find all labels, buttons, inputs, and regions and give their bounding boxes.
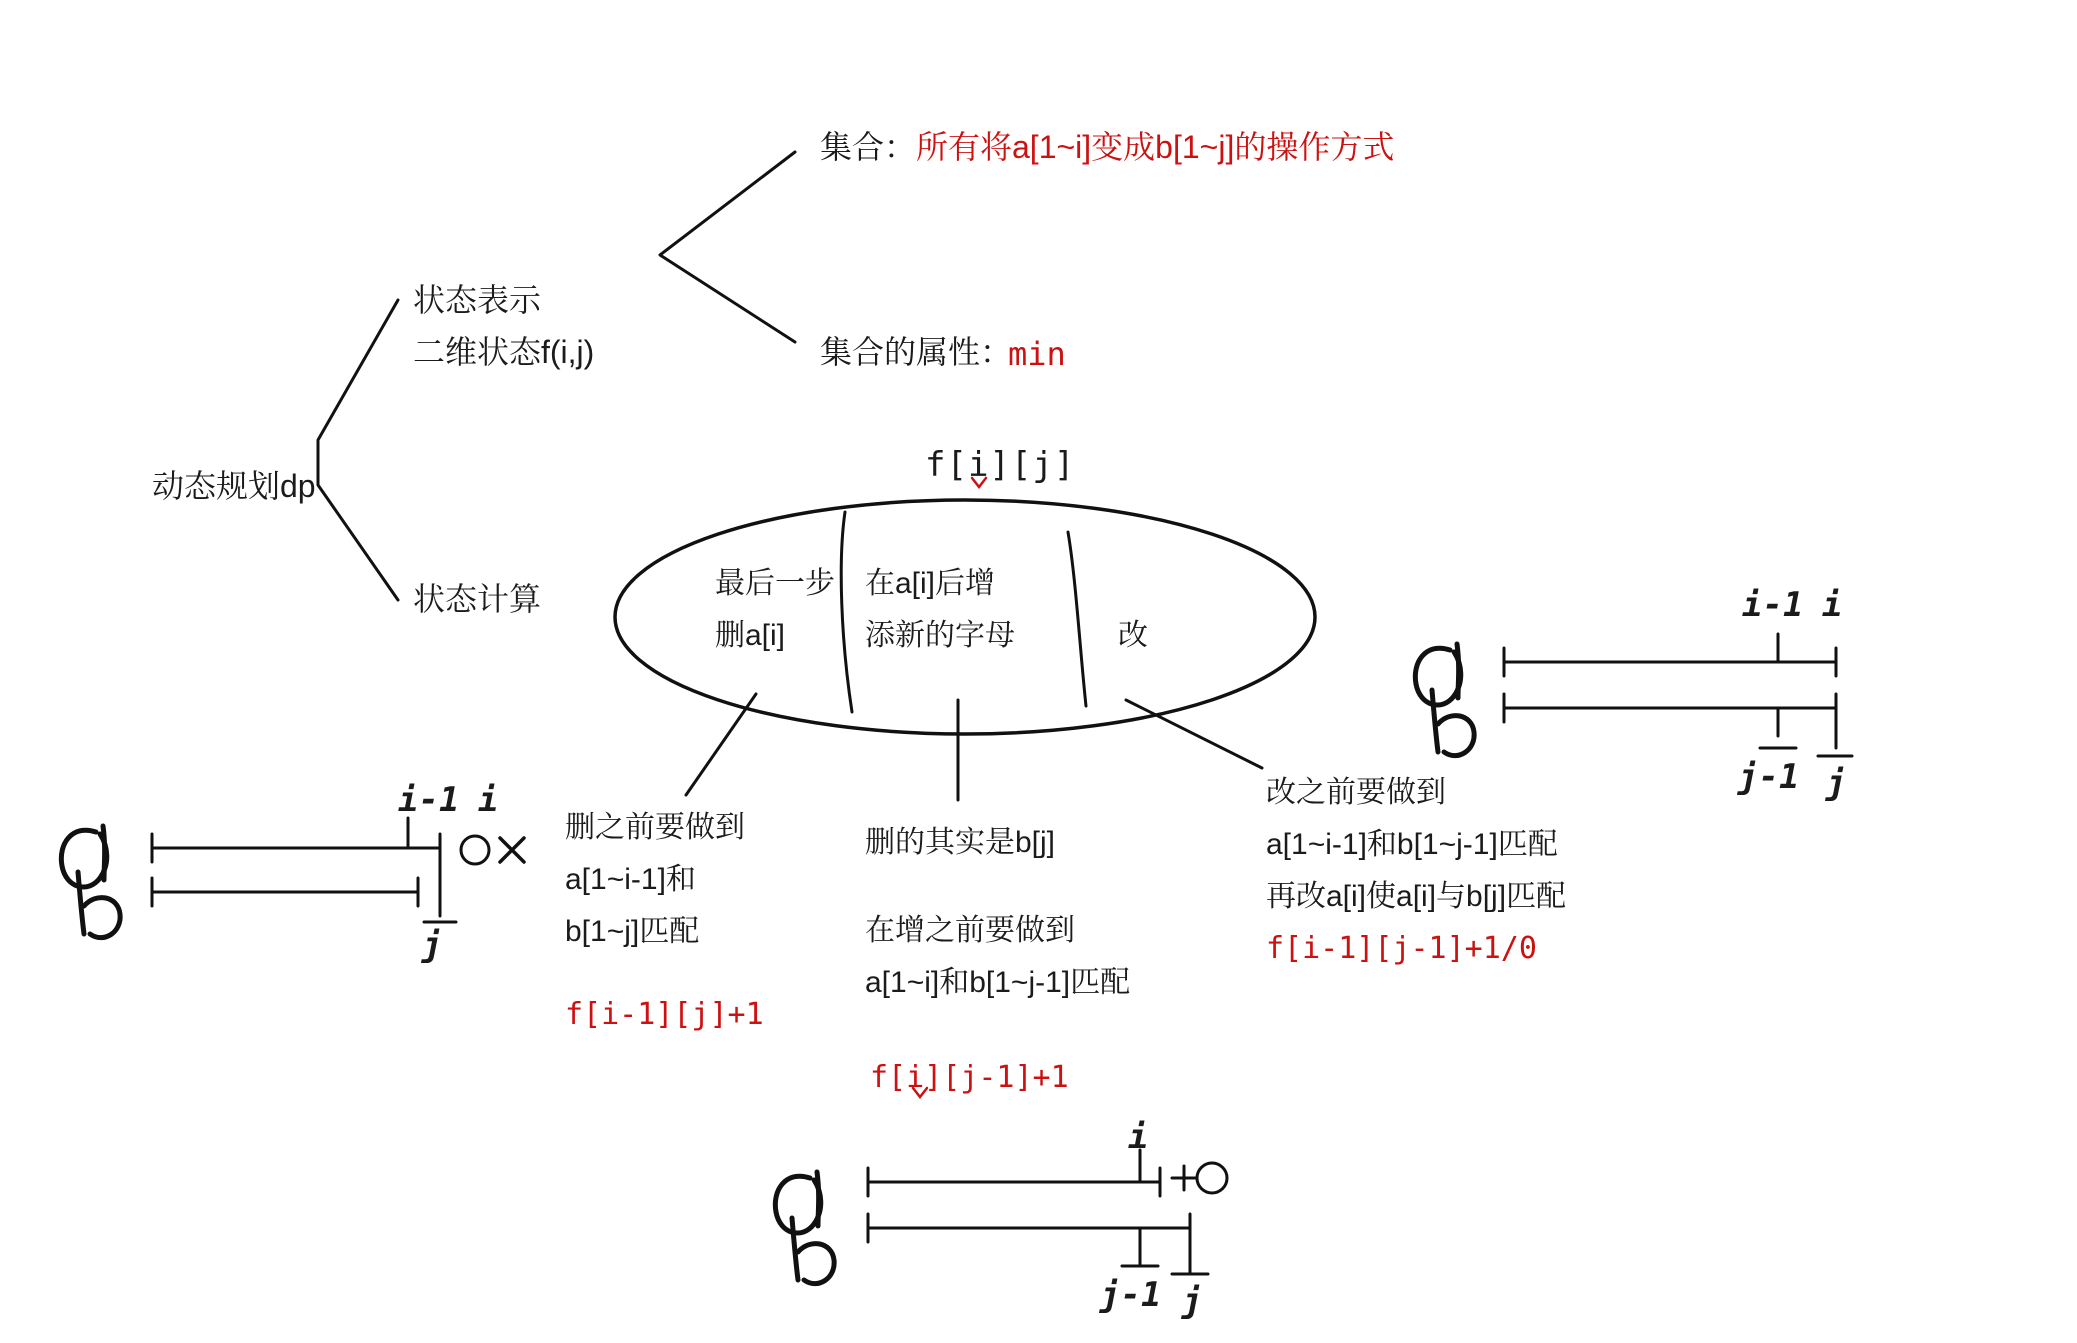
ellipse-divider-2 xyxy=(1068,532,1086,706)
ellipse-last-step-line1: 最后一步 xyxy=(715,567,835,600)
right-sketch-top-index-2: i xyxy=(1822,585,1843,625)
right-sketch-bottom-index-2: j xyxy=(1826,763,1847,803)
right-sketch-a-glyph xyxy=(1415,648,1460,705)
right-sketch-bottom-bar xyxy=(1504,694,1836,722)
note-delete-line2: a[1~i-1]和 xyxy=(565,863,696,896)
bottom-sketch-circle-mark xyxy=(1197,1163,1227,1193)
left-sketch-circle-mark xyxy=(461,836,489,864)
bottom-sketch-bottom-index-1: j-1 xyxy=(1100,1275,1162,1315)
tree-edge-fork-helper xyxy=(660,155,795,256)
note-modify-result: f[i-1][j-1]+1/0 xyxy=(1266,931,1537,966)
bottom-sketch-b-bowl xyxy=(798,1244,834,1284)
bottom-sketch-a-stem xyxy=(817,1172,819,1226)
ellipse-divider-1 xyxy=(841,512,852,712)
tree-state-repr-label: 状态表示 xyxy=(413,282,542,318)
bottom-sketch-bottom-bar xyxy=(868,1214,1190,1242)
left-sketch-a-glyph xyxy=(61,830,106,887)
left-sketch-top-index-2: i xyxy=(478,780,499,820)
right-sketch-a-stem xyxy=(1457,644,1459,698)
left-sketch-b-stem xyxy=(78,872,84,934)
tree-edge-lower xyxy=(318,462,398,600)
ellipse-add-line1: 在a[i]后增 xyxy=(865,567,996,600)
note-modify-line3: 再改a[i]使a[i]与b[j]匹配 xyxy=(1266,880,1567,913)
ellipse-modify-label: 改 xyxy=(1118,619,1148,652)
note-add-result: f[i][j-1]+1 xyxy=(870,1060,1069,1095)
note-add-line3: a[1~i]和b[1~j-1]匹配 xyxy=(865,966,1131,999)
left-sketch-b-bowl xyxy=(84,898,120,938)
tree-edge-upper xyxy=(318,300,398,462)
right-sketch-top-bar xyxy=(1504,648,1836,676)
right-sketch-top-index-1: i-1 xyxy=(1742,585,1804,625)
note-modify-line1: 改之前要做到 xyxy=(1266,776,1446,809)
set-attribute-label: 集合的属性： xyxy=(820,334,1013,370)
bottom-sketch-b-stem xyxy=(792,1218,798,1280)
bottom-sketch-plus-mark xyxy=(1172,1166,1196,1190)
left-sketch-bottom-index: j xyxy=(422,925,443,965)
note-delete-line1: 删之前要做到 xyxy=(565,811,745,844)
bottom-sketch-a-glyph xyxy=(775,1176,820,1233)
note-modify-line2: a[1~i-1]和b[1~j-1]匹配 xyxy=(1266,828,1558,861)
left-sketch-top-bar xyxy=(152,834,440,862)
leader-modify xyxy=(1126,700,1262,768)
note-delete-result: f[i-1][j]+1 xyxy=(565,997,764,1032)
tree-state-calc-label: 状态计算 xyxy=(413,581,542,617)
note-add-line2: 在增之前要做到 xyxy=(865,914,1075,947)
tree-root-label: 动态规划dp xyxy=(152,468,316,504)
bottom-sketch-top-bar xyxy=(868,1168,1160,1196)
right-sketch-b-stem xyxy=(1432,690,1438,752)
right-sketch-bottom-index-1: j-1 xyxy=(1738,757,1800,797)
leader-delete xyxy=(686,694,756,795)
left-sketch-bottom-bar xyxy=(152,878,418,906)
left-sketch-x-mark xyxy=(500,838,524,862)
set-value: 所有将a[1~i]变成b[1~j]的操作方式 xyxy=(916,129,1395,165)
left-sketch-a-stem xyxy=(103,826,105,880)
note-add-line1: 删的其实是b[j] xyxy=(865,826,1056,859)
tree-state-repr-sub-label: 二维状态f(i,j) xyxy=(413,334,595,370)
note-delete-line3: b[1~j]匹配 xyxy=(565,915,700,948)
set-label: 集合： xyxy=(820,129,917,165)
ellipse-add-line2: 添新的字母 xyxy=(865,619,1015,652)
left-sketch-top-index-1: i-1 xyxy=(398,780,460,820)
right-sketch-b-bowl xyxy=(1438,716,1474,756)
bottom-sketch-bottom-index-2: j xyxy=(1182,1281,1203,1321)
main-formula: f[i][j] xyxy=(925,445,1076,485)
set-attribute-value: min xyxy=(1008,335,1066,373)
tree-edge-fork xyxy=(660,152,795,342)
bottom-sketch-top-index: i xyxy=(1128,1117,1149,1157)
ellipse-last-step-line2: 删a[i] xyxy=(715,619,786,652)
